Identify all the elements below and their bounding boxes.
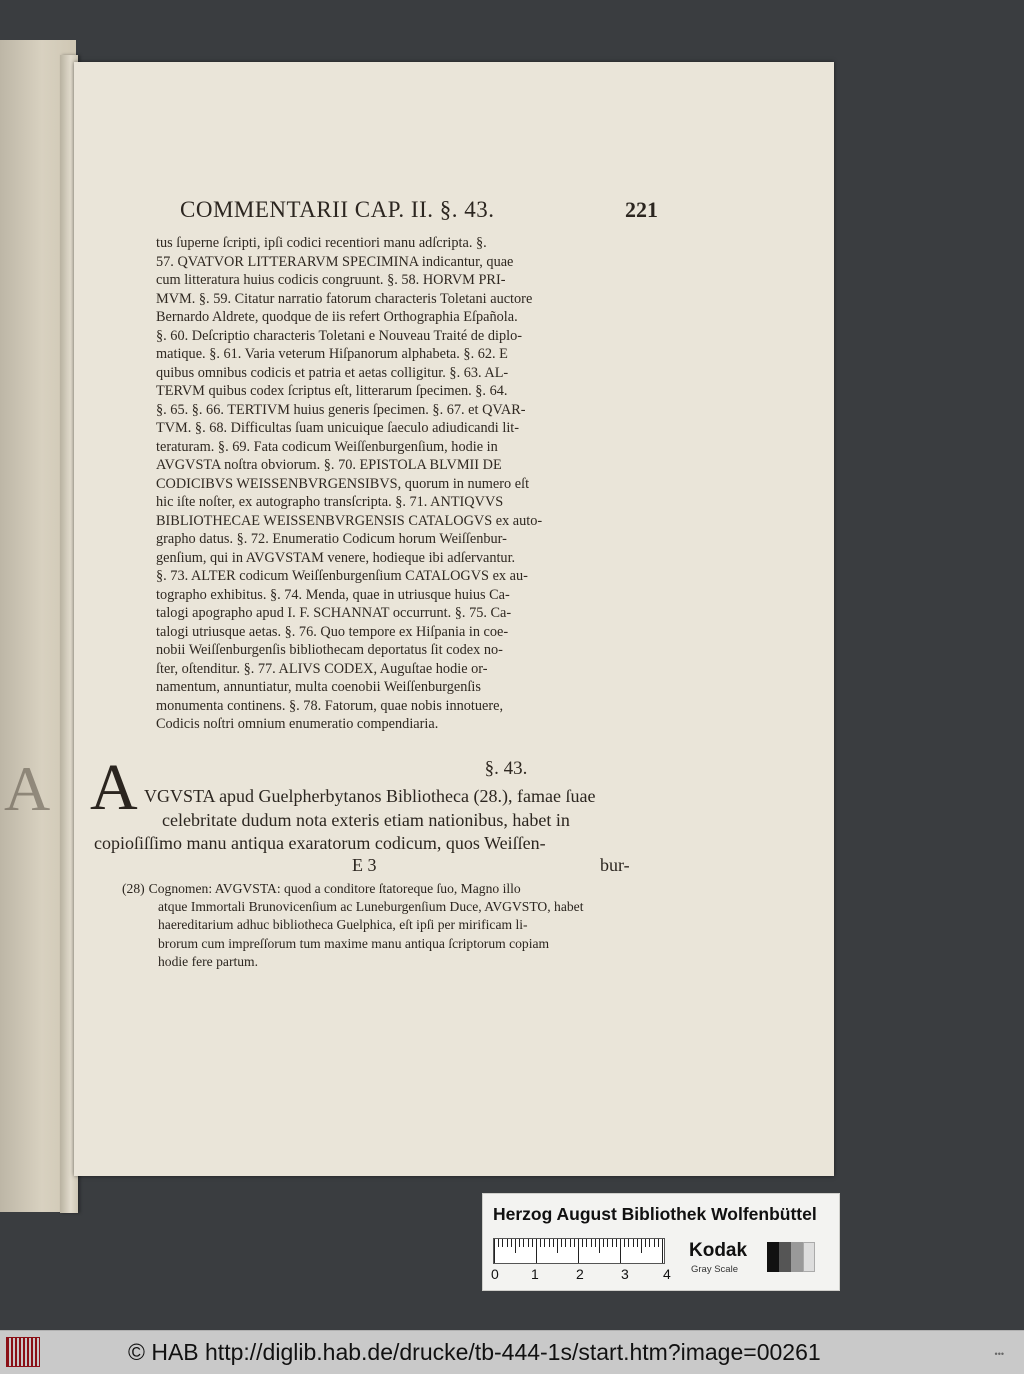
ruler-tick: [578, 1239, 579, 1263]
drop-cap: A: [90, 751, 138, 824]
ruler-tick: [658, 1239, 659, 1247]
library-name: Herzog August Bibliothek Wolfenbüttel: [493, 1204, 817, 1224]
summary-line: cum litteratura huius codicis congruunt. §. 58. HORVM PRI-: [156, 272, 506, 288]
section-body: [94, 785, 630, 856]
ruler-tick: [523, 1239, 524, 1247]
ruler-tick: [603, 1239, 604, 1247]
ruler-tick: [595, 1239, 596, 1247]
summary-line: quibus omnibus codicis et patria et aetas colligitur. §. 63. AL-: [156, 364, 509, 381]
ruler-tick: [561, 1239, 562, 1247]
scale-number: 1: [531, 1266, 539, 1282]
summary-line: AVGVSTA noſtra obviorum. §. 70. EPISTOLA BLVMII DE: [156, 457, 502, 473]
section-heading: [0, 758, 1024, 780]
ruler-tick: [544, 1239, 545, 1247]
ruler-tick: [662, 1239, 663, 1263]
ruler-tick: [565, 1239, 566, 1247]
signature-mark: E 3: [352, 855, 377, 875]
color-scale-card: [482, 1193, 840, 1291]
ruler-tick: [507, 1239, 508, 1247]
scale-number: 3: [621, 1266, 629, 1282]
ruler-tick: [574, 1239, 575, 1247]
summary-line: §. 60. Deſcriptio characteris Toletani e Nouveau Traité de diplo-: [156, 327, 522, 344]
ruler-tick: [515, 1239, 516, 1253]
footnote-line: atque Immortali Brunovicenſium ac Luneburgenſium Duce, AVGVSTO, habet: [158, 899, 584, 915]
ruler-tick: [641, 1239, 642, 1253]
ruler-tick: [511, 1239, 512, 1247]
chapter-summary: [156, 234, 592, 734]
ruler-tick: [620, 1239, 621, 1263]
ruler-tick: [498, 1239, 499, 1247]
hab-logo-icon: [6, 1337, 40, 1367]
summary-line: MVM. §. 59. Citatur narratio fatorum characteris Toletani auctore: [156, 290, 533, 307]
ruler-tick: [570, 1239, 571, 1247]
footnote-line: brorum cum impreſſorum tum maxime manu antiqua ſcriptorum copiam: [158, 935, 550, 951]
ruler-tick: [649, 1239, 650, 1247]
left-page-letter-fragment: A: [4, 753, 51, 824]
section-line: copioſiſſimo manu antiqua exaratorum codicum, quos Weiſſen-: [94, 833, 546, 853]
summary-line: grapho datus. §. 72. Enumeratio Codicum horum Weiſſenbur-: [156, 531, 507, 547]
gray-swatch-mid: [791, 1242, 803, 1272]
section-heading-text: §. 43.: [484, 758, 528, 779]
ruler-tick: [549, 1239, 550, 1247]
summary-line: TERVM quibus codex ſcriptus eſt, litterarum ſpecimen. §. 64.: [156, 383, 508, 399]
summary-line: §. 65. §. 66. TERTIVM huius generis ſpecimen. §. 67. et QVAR-: [156, 401, 526, 418]
footer-bar: [0, 1330, 1024, 1374]
catchword: bur-: [600, 855, 630, 875]
ruler-tick: [519, 1239, 520, 1247]
scale-number: 2: [576, 1266, 584, 1282]
section-line: VGVSTA apud Guelpherbytanos Bibliotheca (28.), famae ſuae: [144, 786, 596, 806]
summary-line: §. 73. ALTER codicum Weiſſenburgenſium CATALOGVS ex au-: [156, 568, 528, 584]
gray-swatch-black: [767, 1242, 779, 1272]
ruler-tick: [633, 1239, 634, 1247]
gray-scale-label: Gray Scale: [691, 1264, 738, 1275]
ruler-tick: [540, 1239, 541, 1247]
ruler-tick: [586, 1239, 587, 1247]
summary-line: teraturam. §. 69. Fata codicum Weiſſenburgenſium, hodie in: [156, 438, 498, 455]
ruler-tick: [628, 1239, 629, 1247]
summary-line: tus ſuperne ſcripti, ipſi codici recentiori manu adſcripta. §.: [156, 235, 487, 251]
ruler-tick: [536, 1239, 537, 1263]
summary-line: talogi utriusque aetas. §. 76. Quo tempore ex Hiſpania in coe-: [156, 623, 509, 640]
summary-line: nobii Weiſſenburgenſis bibliothecam deportatus ſit codex no-: [156, 642, 503, 658]
copyright-url: © HAB http://diglib.hab.de/drucke/tb-444-1s/start.htm?image=00261: [128, 1339, 821, 1365]
summary-line: CODICIBVS WEISSENBVRGENSIBVS, quorum in numero eſt: [156, 475, 530, 492]
ruler-tick: [494, 1239, 495, 1263]
summary-line: Bernardo Aldrete, quodque de iis refert Orthographia Eſpañola.: [156, 309, 518, 325]
ruler-tick: [582, 1239, 583, 1247]
page-number: 221: [625, 197, 658, 222]
ruler-tick: [553, 1239, 554, 1247]
ruler-tick: [637, 1239, 638, 1247]
ruler-tick: [612, 1239, 613, 1247]
running-title: COMMENTARII CAP. II. §. 43.: [180, 197, 495, 222]
more-icon[interactable]: •••: [994, 1349, 1004, 1359]
summary-line: hic iſte noſter, ex autographo transſcripta. §. 71. ANTIQVVS: [156, 494, 504, 510]
ruler-tick: [607, 1239, 608, 1247]
summary-line: genſium, qui in AVGVSTAM venere, hodieque ibi adſervantur.: [156, 549, 516, 566]
footnote-line: Cognomen: AVGVSTA: quod a conditore ſtatoreque ſuo, Magno illo: [148, 881, 521, 896]
scale-ruler: [493, 1238, 665, 1264]
gray-swatch-dark: [779, 1242, 791, 1272]
footnote: [122, 880, 656, 971]
ruler-tick: [645, 1239, 646, 1247]
summary-line: namentum, annuntiatur, multa coenobii Weiſſenburgenſis: [156, 679, 481, 695]
ruler-tick: [624, 1239, 625, 1247]
ruler-tick: [599, 1239, 600, 1253]
summary-line: TVM. §. 68. Difficultas ſuam unicuique ſaeculo adiudicandi lit-: [156, 420, 520, 436]
summary-line: ſter, oſtenditur. §. 77. ALIVS CODEX, Auguſtae hodie or-: [156, 660, 488, 677]
summary-line: talogi apographo apud I. F. SCHANNAT occurrunt. §. 75. Ca-: [156, 605, 512, 621]
ruler-tick: [591, 1239, 592, 1247]
summary-line: Codicis noſtri omnium enumeratio compendiaria.: [156, 716, 439, 732]
footnote-line: haereditarium adhuc bibliotheca Guelphica, eſt ipſi per mirificam li-: [158, 917, 528, 933]
ruler-tick: [532, 1239, 533, 1247]
summary-line: matique. §. 61. Varia veterum Hiſpanorum alphabeta. §. 62. E: [156, 346, 508, 362]
section-line: celebritate dudum nota exteris etiam nationibus, habet in: [162, 809, 570, 830]
ruler-tick: [616, 1239, 617, 1247]
summary-line: BIBLIOTHECAE WEISSENBVRGENSIS CATALOGVS ex auto-: [156, 512, 543, 529]
kodak-logo: Kodak: [689, 1240, 748, 1261]
ruler-tick: [528, 1239, 529, 1247]
summary-line: 57. QVATVOR LITTERARVM SPECIMINA indicantur, quae: [156, 253, 514, 270]
summary-line: monumenta continens. §. 78. Fatorum, quae nobis innotuere,: [156, 697, 504, 714]
ruler-tick: [654, 1239, 655, 1247]
summary-line: tographo exhibitus. §. 74. Menda, quae in utriusque huius Ca-: [156, 586, 510, 603]
footnote-marker: (28): [122, 881, 145, 896]
gray-swatch-light: [803, 1242, 815, 1272]
ruler-tick: [502, 1239, 503, 1247]
scale-number: 4: [663, 1266, 671, 1282]
scale-number: 0: [491, 1266, 499, 1282]
footnote-line: hodie fere partum.: [158, 953, 259, 969]
scale-numbers: [491, 1266, 691, 1284]
ruler-tick: [557, 1239, 558, 1253]
running-header: [180, 197, 658, 229]
